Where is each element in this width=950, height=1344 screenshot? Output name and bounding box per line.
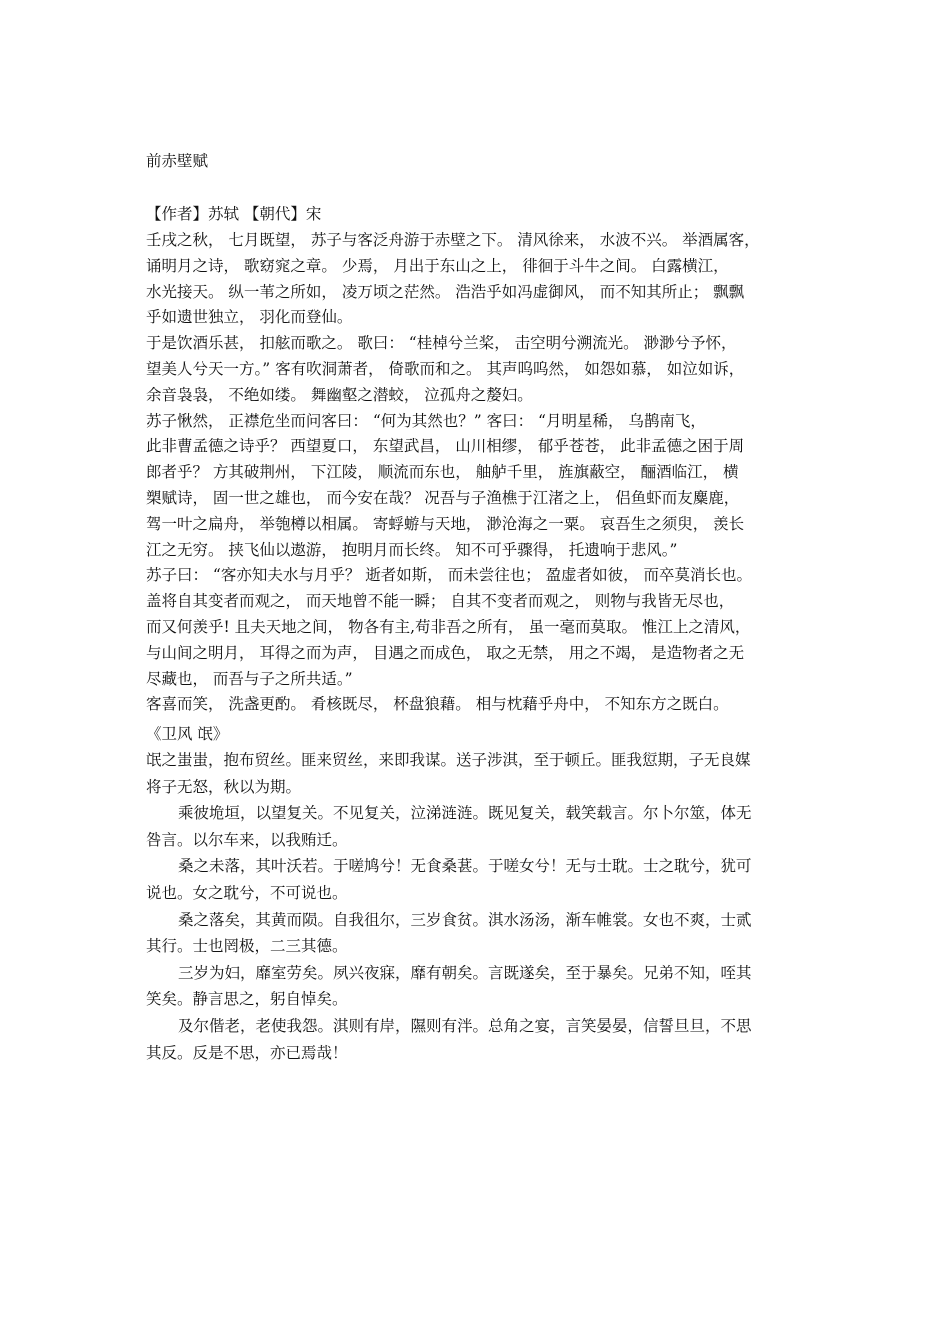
text-line: 尽藏也， 而吾与子之所共适。” [146, 669, 353, 688]
text-line: 余音袅袅， 不绝如缕。 舞幽壑之潜蛟， 泣孤舟之嫠妇。 [146, 385, 533, 404]
poem-line: 其行。士也罔极，二三其德。 [146, 937, 348, 956]
poem-line: 其反。反是不思，亦已焉哉！ [146, 1043, 348, 1062]
text-line: 苏子曰： “客亦知夫水与月乎？ 逝者如斯， 而未尝往也； 盈虚者如彼， 而卒莫消长也。 [146, 566, 753, 585]
fu-text-body [146, 228, 836, 718]
poem-text-body [146, 747, 826, 1066]
text-line: 诵明月之诗， 歌窈窕之章。 少焉， 月出于东山之上， 徘徊于斗牛之间。 白露横江， [146, 256, 729, 275]
poem-line: 桑之未落，其叶沃若。于嗟鸠兮！无食桑葚。于嗟女兮！无与士耽。士之耽兮，犹可 [178, 857, 752, 876]
text-line: 盖将自其变者而观之， 而天地曾不能一瞬； 自其不变者而观之， 则物与我皆无尽也， [146, 592, 735, 611]
text-line: 水光接天。 纵一苇之所如， 凌万顷之茫然。 浩浩乎如冯虚御风， 而不知其所止； 飘飘 [146, 282, 745, 301]
poem-line: 三岁为妇，靡室劳矣。夙兴夜寐，靡有朝矣。言既遂矣，至于暴矣。兄弟不知，咥其 [178, 963, 752, 982]
text-line: 此非曹孟德之诗乎？ 西望夏口， 东望武昌， 山川相缪， 郁乎苍苍， 此非孟德之困于周 [146, 437, 745, 456]
text-line: 郎者乎？ 方其破荆州， 下江陵， 顺流而东也， 舳舻千里， 旌旗蔽空， 酾酒临江， 横 [146, 463, 739, 482]
poem-title: 《卫风 氓》 [146, 725, 229, 743]
document-title: 前赤壁赋 [146, 152, 209, 170]
author-dynasty-line: 【作者】苏轼 【朝代】宋 [146, 205, 322, 223]
poem-line: 及尔偕老，老使我怨。淇则有岸，隰则有泮。总角之宴，言笑晏晏，信誓旦旦，不思 [178, 1016, 752, 1035]
poem-line: 乘彼垝垣，以望复关。不见复关，泣涕涟涟。既见复关，载笑载言。尔卜尔筮，体无 [178, 804, 752, 823]
text-line: 而又何羡乎! 且夫天地之间， 物各有主,苟非吾之所有， 虽一毫而莫取。 惟江上之清风， [146, 617, 751, 636]
text-line: 苏子愀然， 正襟危坐而问客曰： “何为其然也？” 客曰： “月明星稀， 乌鹊南飞， [146, 411, 706, 430]
text-line: 壬戌之秋， 七月既望， 苏子与客泛舟游于赤壁之下。 清风徐来， 水波不兴。 举酒属客， [146, 231, 760, 249]
poem-line: 笑矣。静言思之，躬自悼矣。 [146, 990, 348, 1009]
text-line: 江之无穷。 挟飞仙以遨游， 抱明月而长终。 知不可乎骤得， 托遗响于悲风。” [146, 540, 678, 559]
text-line: 客喜而笑， 洗盏更酌。 肴核既尽， 杯盘狼藉。 相与枕藉乎舟中， 不知东方之既白。 [146, 695, 729, 714]
text-line: 乎如遗世独立， 羽化而登仙。 [146, 308, 353, 327]
text-line: 望美人兮天一方。” 客有吹洞萧者， 倚歌而和之。 其声呜呜然， 如怨如慕， 如泣如诉， [146, 359, 745, 378]
poem-line: 将子无怒，秋以为期。 [146, 777, 302, 796]
poem-line: 说也。女之耽兮，不可说也。 [146, 883, 348, 902]
poem-line: 咎言。以尔车来，以我贿迁。 [146, 830, 348, 849]
poem-line: 桑之落矣，其黄而陨。自我徂尔，三岁食贫。淇水汤汤，渐车帷裳。女也不爽，士贰 [178, 910, 752, 929]
poem-line: 氓之蚩蚩，抱布贸丝。匪来贸丝，来即我谋。送子涉淇，至于顿丘。匪我愆期，子无良媒 [146, 751, 751, 769]
text-line: 槊赋诗， 固一世之雄也， 而今安在哉？ 况吾与子渔樵于江渚之上， 侣鱼虾而友麋鹿， [146, 488, 740, 507]
text-line: 于是饮酒乐甚， 扣舷而歌之。 歌曰： “桂棹兮兰桨， 击空明兮溯流光。 渺渺兮予怀， [146, 334, 737, 353]
text-line: 驾一叶之扁舟， 举匏樽以相属。 寄蜉蝣与天地， 渺沧海之一粟。 哀吾生之须臾， 羡长 [146, 514, 745, 533]
text-line: 与山间之明月， 耳得之而为声， 目遇之而成色， 取之无禁， 用之不竭， 是造物者之无 [146, 643, 745, 662]
